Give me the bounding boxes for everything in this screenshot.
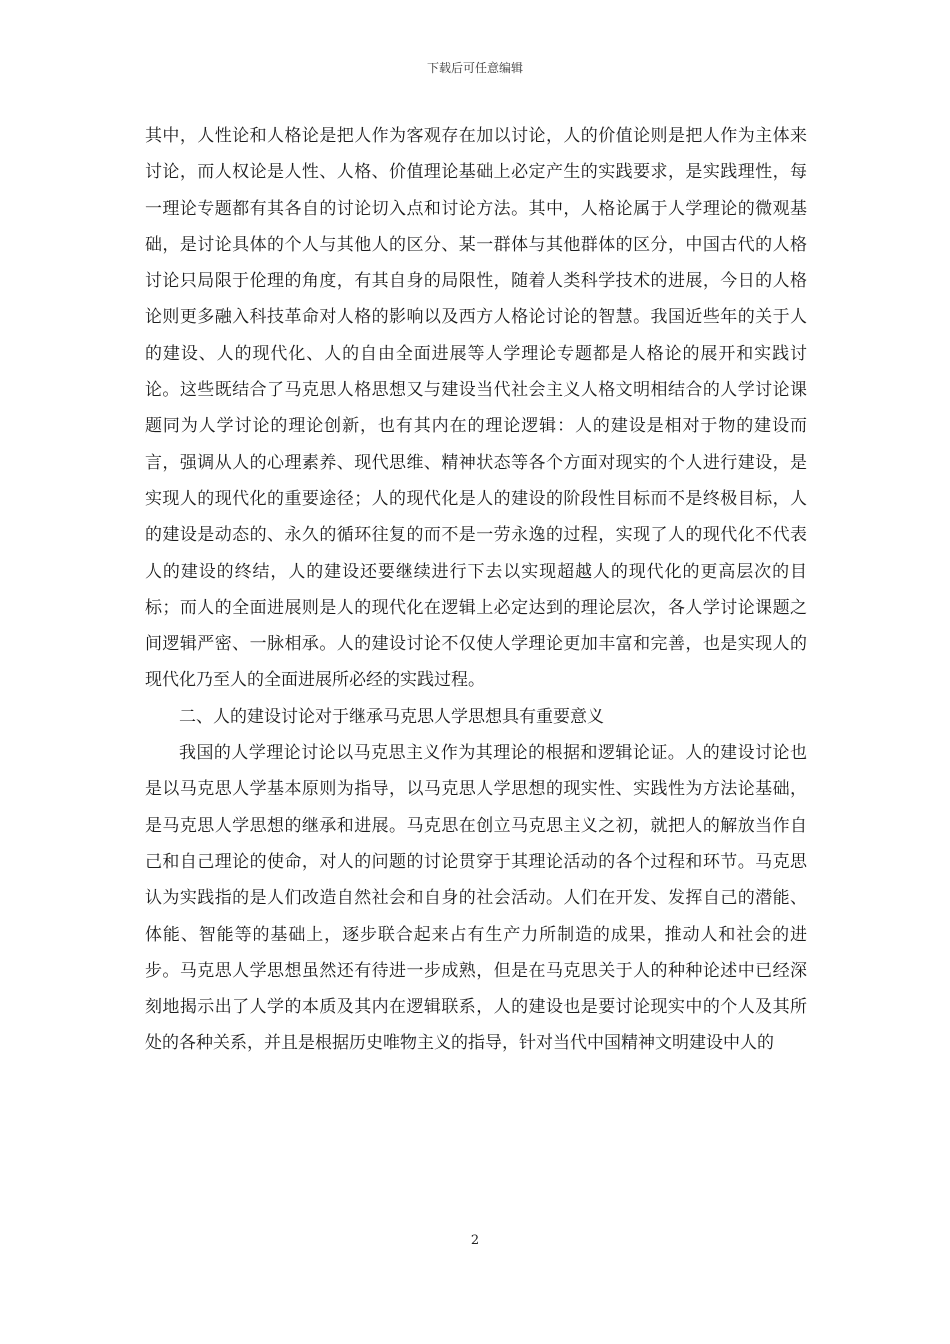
section-heading: 二、人的建设讨论对于继承马克思人学思想具有重要意义 [179, 706, 604, 727]
page-header: 下载后可任意编辑 [426, 61, 523, 75]
body-paragraph-1: 其中，人性论和人格论是把人作为客观存在加以讨论，人的价值论则是把人作为主体来讨论，而人权论是人性、人格、价值理论基础上必定产生的实践要求，是实践理性，每一理论专题都有其各自的讨论切入点和讨论方法。其中，人格论属于人学理论的微观基础，是讨论具体的个人与其他人的区分、某一群体与其他群体的区分，中国古代的人格讨论只局限于伦理的角度，有其自身的局限性，随着人类科学技术的进展，今日的人格论则更多融入科技革命对人格的影响以及西方人格论讨论的智慧。我国近些年的关于人的建设、人的现代化、人的自由全面进展等人学理论专题都是人格论的展开和实践讨论。这些既结合了马克思人格思想又与建设当代社会主义人格文明相结合的人学讨论课题同为人学讨论的理论创新，也有其内在的理论逻辑：人的建设是相对于物的建设而言，强调从人的心理素养、现代思维、精神状态等各个方面对现实的个人进行建设，是实现人的现代化的重要途径；人的现代化是人的建设的阶段性目标而不是终极目标，人的建设是动态的、永久的循环往复的而不是一劳永逸的过程，实现了人的现代化不代表人的建设的终结，人的建设还要继续进行下去以实现超越人的现代化的更高层次的目标；而人的全面进展则是人的现代化在逻辑上必定达到的理论层次，各人学讨论课题之间逻辑严密、一脉相承。人的建设讨论不仅使人学理论更加丰富和完善，也是实现人的现代化乃至人的全面进展所必经的实践过程。 [145, 126, 807, 691]
document-body [145, 118, 807, 1062]
body-paragraph-2: 我国的人学理论讨论以马克思主义作为其理论的根据和逻辑论证。人的建设讨论也是以马克思人学基本原则为指导，以马克思人学思想的现实性、实践性为方法论基础，是马克思人学思想的继承和进展。马克思在创立马克思主义之初，就把人的解放当作自己和自己理论的使命，对人的问题的讨论贯穿于其理论活动的各个过程和环节。马克思认为实践指的是人们改造自然社会和自身的社会活动。人们在开发、发挥自己的潜能、体能、智能等的基础上，逐步联合起来占有生产力所制造的成果，推动人和社会的进步。马克思人学思想虽然还有待进一步成熟，但是在马克思关于人的种种论述中已经深刻地揭示出了人学的本质及其内在逻辑联系，人的建设也是要讨论现实中的个人及其所处的各种关系，并且是根据历史唯物主义的指导，针对当代中国精神文明建设中人的 [145, 743, 807, 1054]
page-number: 2 [470, 1233, 480, 1248]
